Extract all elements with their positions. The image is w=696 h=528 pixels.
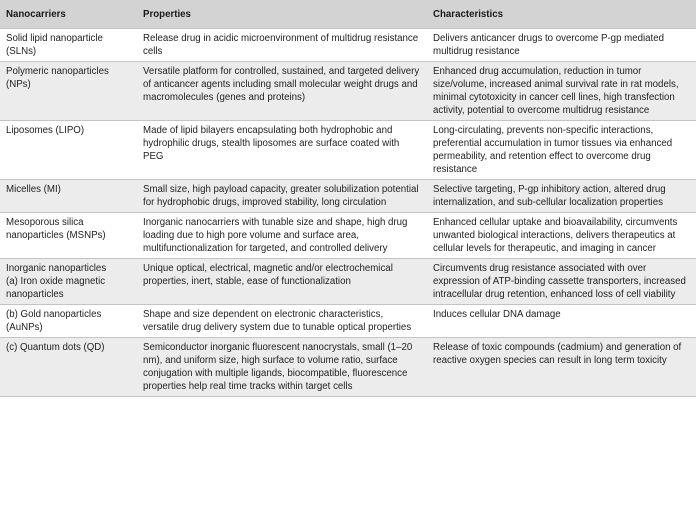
characteristics-cell: Circumvents drug resistance associated with over expression of ATP-binding cassette transporters, increased intracellular drug retention, enhanced loss of cell viability xyxy=(427,259,696,305)
properties-cell: Made of lipid bilayers encapsulating both hydrophobic and hydrophilic drugs, stealth liposomes are surface coated with PEG xyxy=(137,121,427,180)
characteristics-cell: Release of toxic compounds (cadmium) and generation of reactive oxygen species can result in long term toxicity xyxy=(427,338,696,397)
properties-cell: Versatile platform for controlled, sustained, and targeted delivery of anticancer agents including small molecular weight drugs and macromolecules (genes and proteins) xyxy=(137,62,427,121)
nanocarrier-cell: Polymeric nanoparticles (NPs) xyxy=(0,62,137,121)
properties-cell: Release drug in acidic microenvironment of multidrug resistance cells xyxy=(137,29,427,62)
nanocarrier-sub-label: (a) Iron oxide magnetic nanoparticles xyxy=(6,276,106,300)
characteristics-cell: Delivers anticancer drugs to overcome P-gp mediated multidrug resistance xyxy=(427,29,696,62)
nanocarrier-cell: Mesoporous silica nanoparticles (MSNPs) xyxy=(0,213,137,259)
nanocarrier-cell: (c) Quantum dots (QD) xyxy=(0,338,137,397)
properties-cell: Shape and size dependent on electronic characteristics, versatile drug delivery system due to tunable optical properties xyxy=(137,305,427,338)
properties-cell: Unique optical, electrical, magnetic and/or electrochemical properties, inert, stable, ease of functionalization xyxy=(137,259,427,305)
characteristics-cell: Long-circulating, prevents non-specific interactions, preferential accumulation in tumor tissues via enhanced permeability, and retention effect to overcome drug resistance xyxy=(427,121,696,180)
table-row xyxy=(0,338,696,397)
table-row xyxy=(0,305,696,338)
nanocarrier-group-label: Inorganic nanoparticles xyxy=(6,263,107,274)
table-row xyxy=(0,121,696,180)
nanocarrier-cell: Solid lipid nanoparticle (SLNs) xyxy=(0,29,137,62)
table-row xyxy=(0,259,696,305)
header-properties: Properties xyxy=(137,0,427,29)
characteristics-cell: Enhanced cellular uptake and bioavailability, circumvents unwanted biological interactions, delivers therapeutics at cellular levels for therapeutic, and imaging in cancer xyxy=(427,213,696,259)
nanocarrier-cell xyxy=(0,259,137,305)
header-nanocarriers: Nanocarriers xyxy=(0,0,137,29)
table-row xyxy=(0,29,696,62)
properties-cell: Inorganic nanocarriers with tunable size and shape, high drug loading due to high pore volume and surface area, multifunctionalization for targeted, and controlled delivery xyxy=(137,213,427,259)
table-row xyxy=(0,180,696,213)
characteristics-cell: Selective targeting, P-gp inhibitory action, altered drug internalization, and sub-cellular localization properties xyxy=(427,180,696,213)
nanocarrier-cell: Liposomes (LIPO) xyxy=(0,121,137,180)
table-row xyxy=(0,62,696,121)
properties-cell: Semiconductor inorganic fluorescent nanocrystals, small (1–20 nm), and uniform size, high surface to volume ratio, surface conjugation with multiple ligands, biocompatible, fluorescence properties help real time tracks within target cells xyxy=(137,338,427,397)
nanocarrier-cell: Micelles (MI) xyxy=(0,180,137,213)
properties-cell: Small size, high payload capacity, greater solubilization potential for hydrophobic drugs, improved stability, long circulation xyxy=(137,180,427,213)
nanocarrier-cell: (b) Gold nanoparticles (AuNPs) xyxy=(0,305,137,338)
table-row xyxy=(0,213,696,259)
table-header-row xyxy=(0,0,696,29)
characteristics-cell: Induces cellular DNA damage xyxy=(427,305,696,338)
header-characteristics: Characteristics xyxy=(427,0,696,29)
characteristics-cell: Enhanced drug accumulation, reduction in tumor size/volume, increased animal survival rate in rat models, minimal cytotoxicity in cancer cell lines, high transfection activity, potential to overcome multidrug resistance xyxy=(427,62,696,121)
